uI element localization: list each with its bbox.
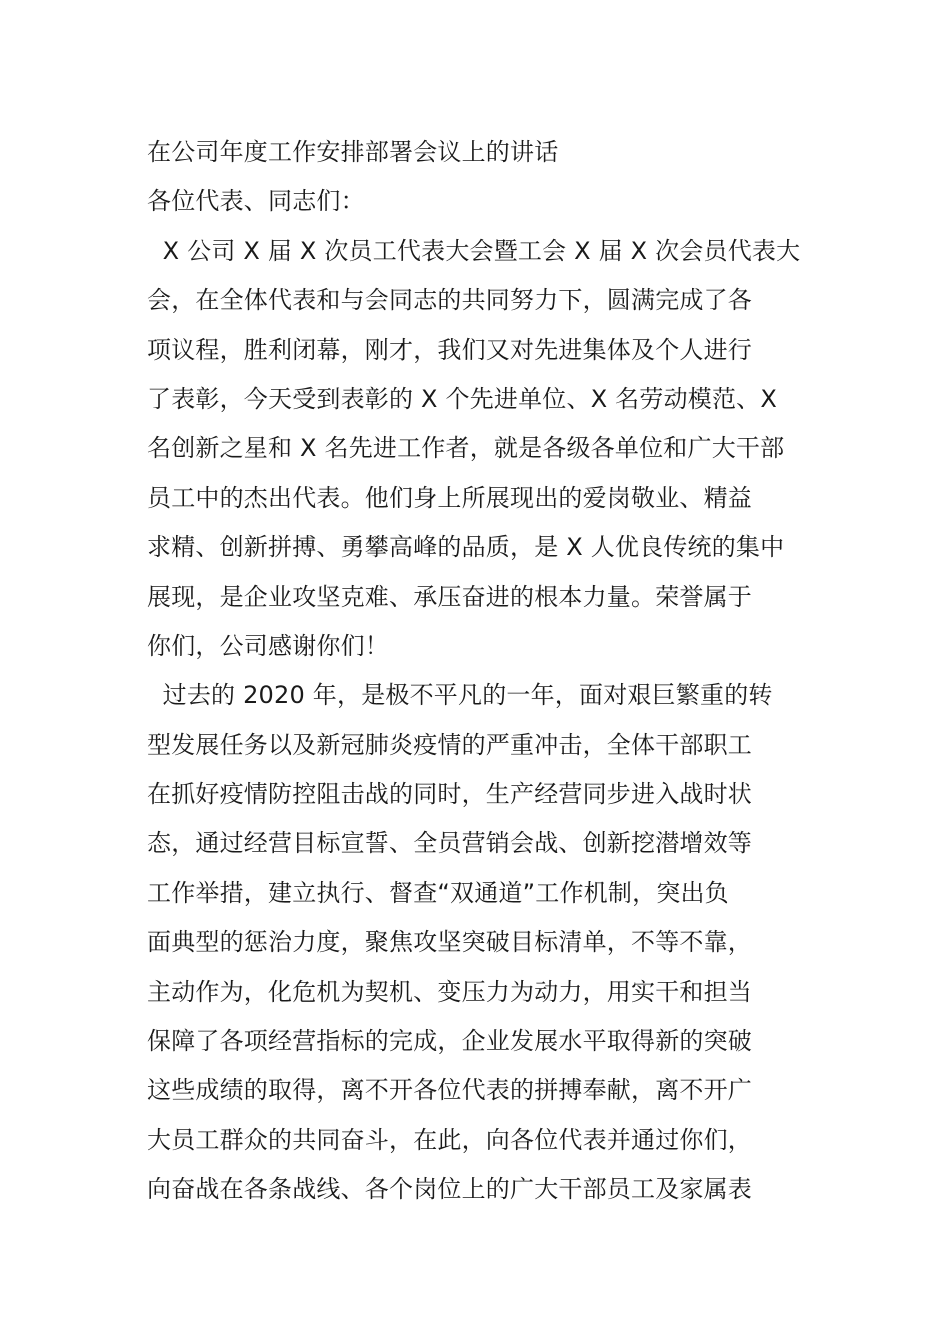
text-line: 展现，是企业攻坚克难、承压奋进的根本力量。荣誉属于 xyxy=(147,582,752,611)
text-line: X 公司 X 届 X 次员工代表大会暨工会 X 届 X 次会员代表大 xyxy=(147,236,801,265)
text-line: 员工中的杰出代表。他们身上所展现出的爱岗敬业、精益 xyxy=(147,483,752,512)
text-line: 大员工群众的共同奋斗，在此，向各位代表并通过你们， xyxy=(147,1125,752,1154)
text-line: 这些成绩的取得，离不开各位代表的拼搏奉献，离不开广 xyxy=(147,1076,752,1105)
document-title: 在公司年度工作安排部署会议上的讲话 xyxy=(147,138,559,166)
text-line: 求精、创新拼搏、勇攀高峰的品质，是 X 人优良传统的集中 xyxy=(147,533,785,562)
text-line: 型发展任务以及新冠肺炎疫情的严重冲击，全体干部职工 xyxy=(147,730,752,759)
text-line: 面典型的惩治力度，聚焦攻坚突破目标清单，不等不靠， xyxy=(147,928,752,957)
text-line: 名创新之星和 X 名先进工作者，就是各级各单位和广大干部 xyxy=(147,434,785,463)
text-line: 项议程，胜利闭幕，刚才，我们又对先进集体及个人进行 xyxy=(147,335,752,364)
text-line: 在抓好疫情防控阻击战的同时，生产经营同步进入战时状 xyxy=(147,780,752,809)
text-line: 会，在全体代表和与会同志的共同努力下，圆满完成了各 xyxy=(147,286,752,315)
text-line: 过去的 2020 年，是极不平凡的一年，面对艰巨繁重的转 xyxy=(147,681,773,710)
document-body xyxy=(147,128,827,1215)
text-line: 你们，公司感谢你们！ xyxy=(147,631,389,660)
text-line: 主动作为，化危机为契机、变压力为动力，用实干和担当 xyxy=(147,977,752,1006)
text-line: 态，通过经营目标宣誓、全员营销会战、创新挖潜增效等 xyxy=(147,829,752,858)
text-line: 工作举措，建立执行、督查“双通道”工作机制，突出负 xyxy=(147,878,729,907)
text-line: 保障了各项经营指标的完成，企业发展水平取得新的突破 xyxy=(147,1027,752,1056)
text-line: 向奋战在各条战线、各个岗位上的广大干部员工及家属表 xyxy=(147,1175,752,1204)
salutation: 各位代表、同志们： xyxy=(147,187,365,216)
text-line: 了表彰，今天受到表彰的 X 个先进单位、X 名劳动模范、X xyxy=(147,384,778,413)
